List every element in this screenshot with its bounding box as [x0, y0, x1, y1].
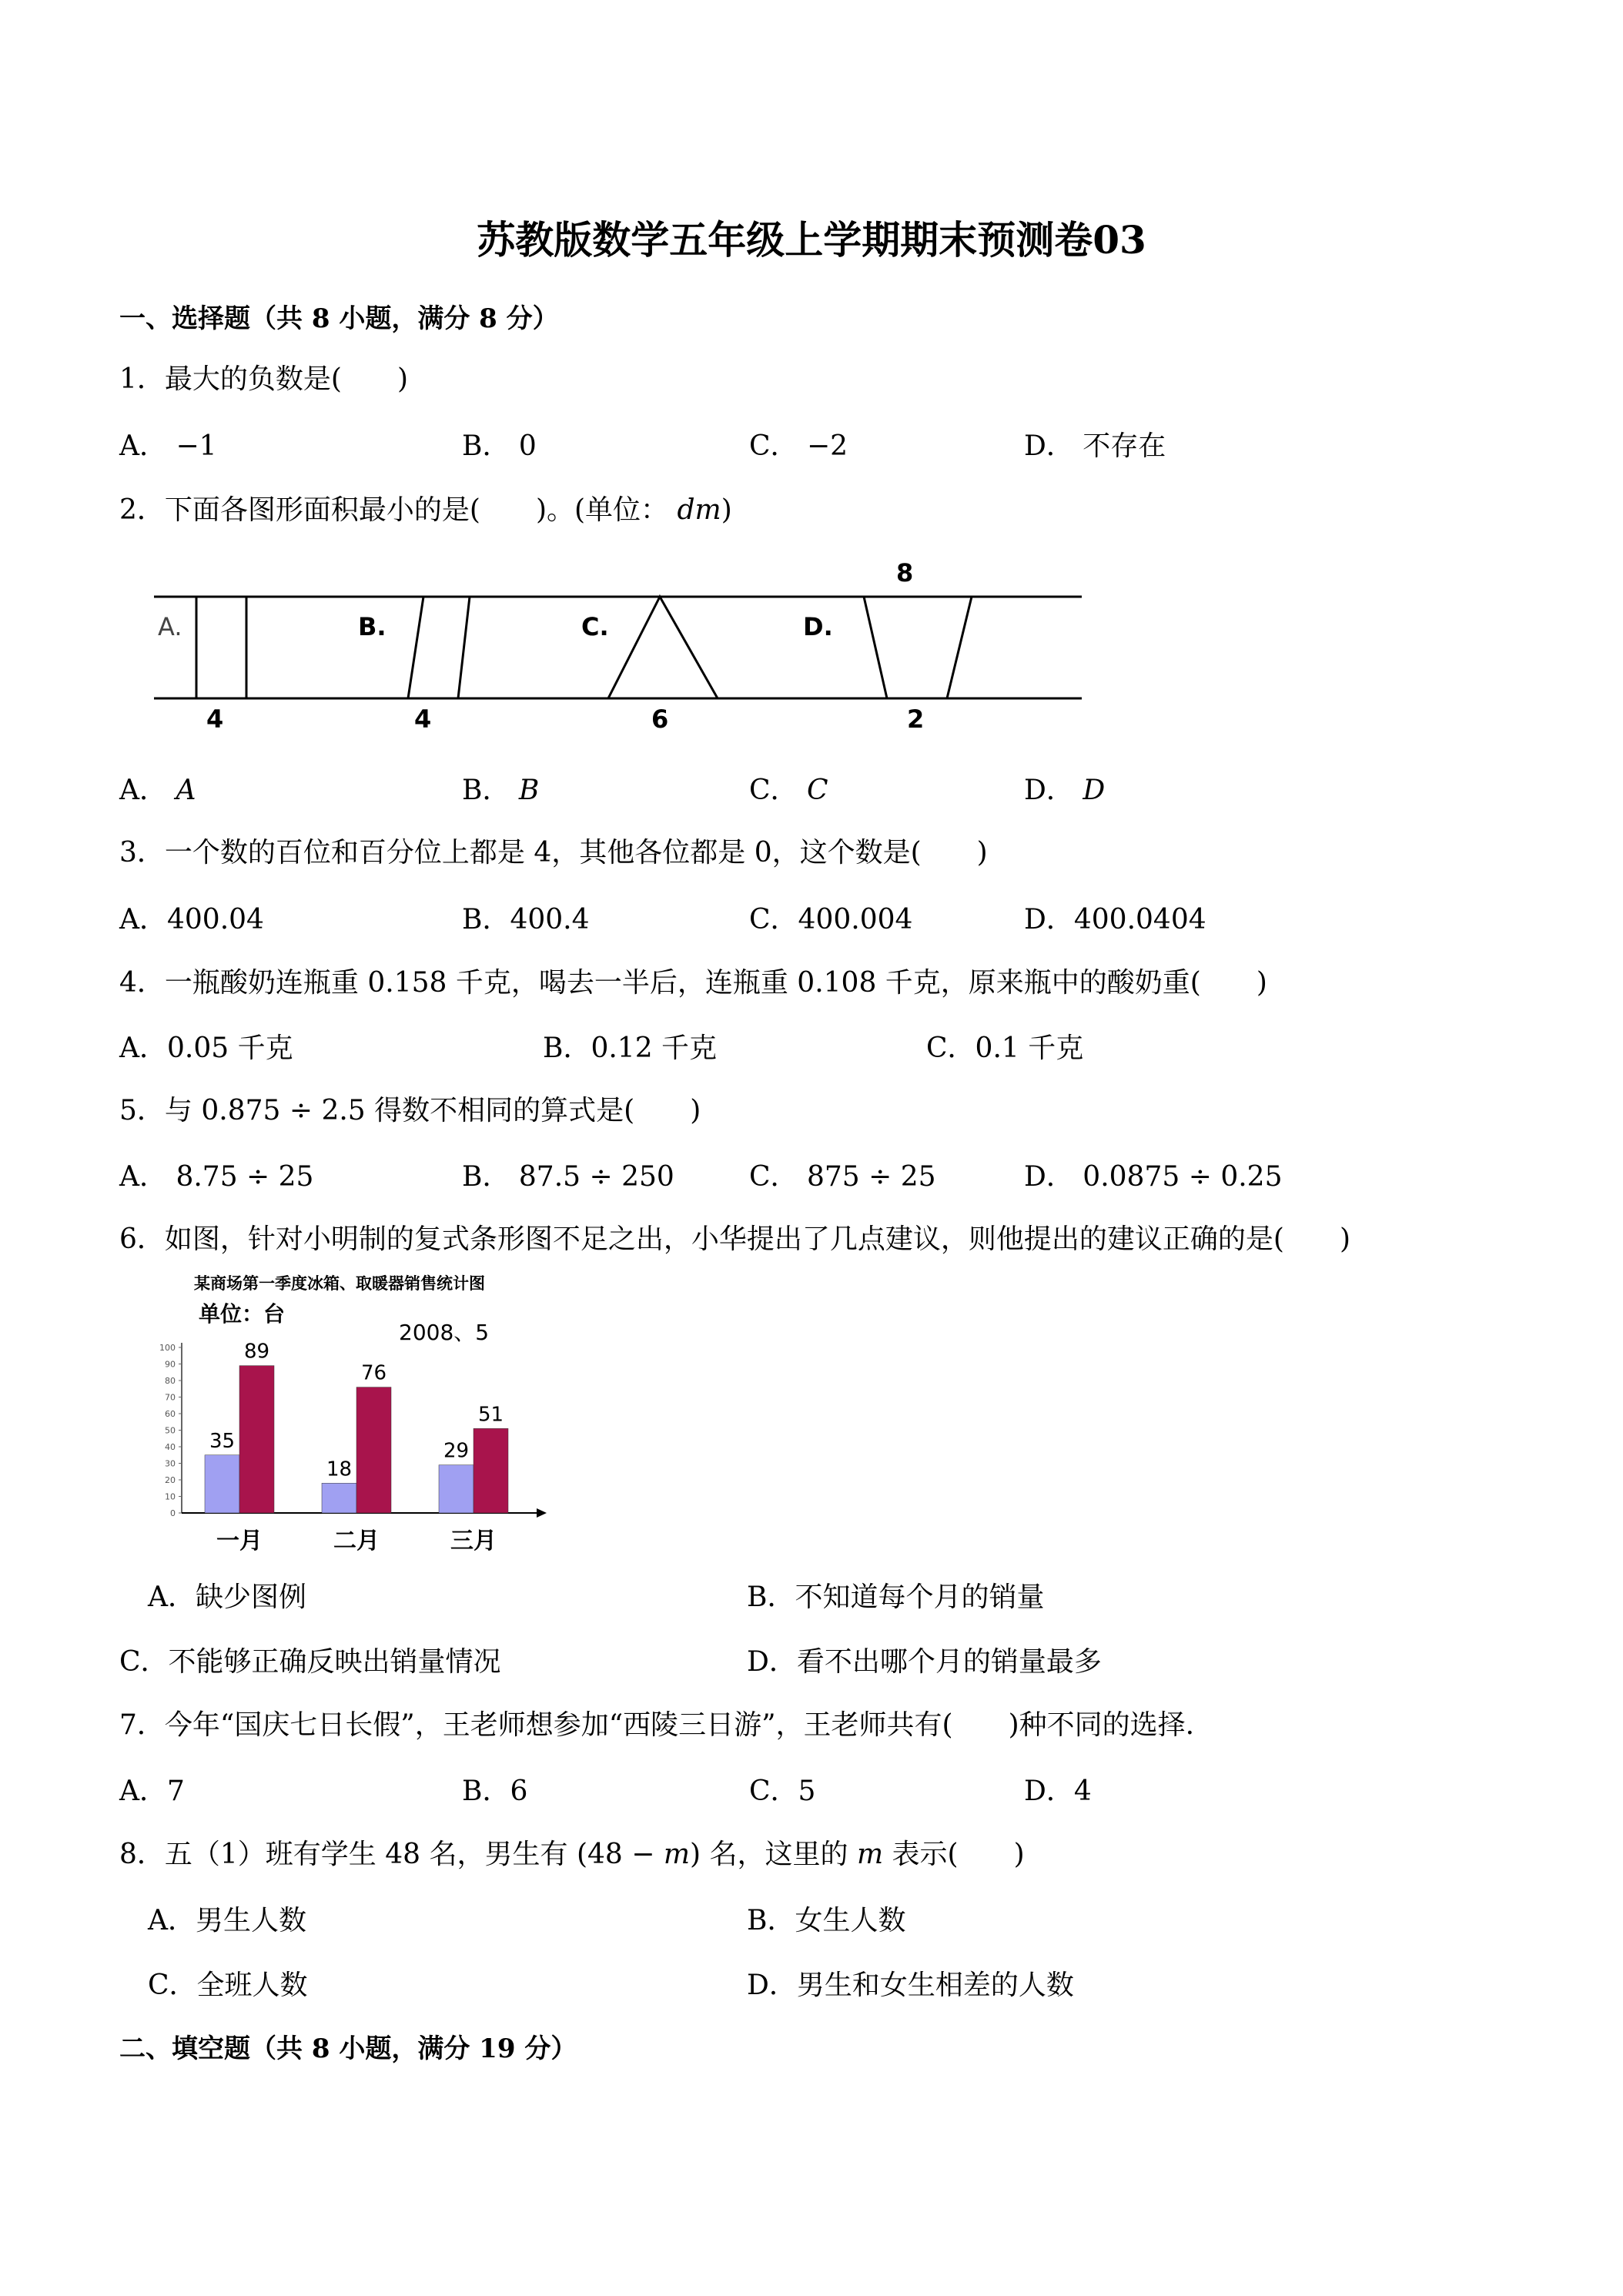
question-2-option-c: C． C — [749, 775, 828, 806]
shape-label-a: A. — [158, 612, 182, 641]
question-6-option-d: D．看不出哪个月的销量最多 — [747, 1646, 1102, 1678]
question-3-option-c: C．400.004 — [749, 904, 913, 935]
chart-title: 某商场第一季度冰箱、取暖器销售统计图 — [194, 1274, 485, 1293]
question-3-option-d: D．400.0404 — [1024, 904, 1206, 935]
question-1-option-a: A． −1 — [119, 430, 217, 462]
section-heading-choice: 一、选择题（共 8 小题，满分 8 分） — [119, 303, 559, 334]
question-7-option-a: A．7 — [119, 1776, 185, 1807]
question-5-stem: 5．与 0.875 ÷ 2.5 得数不相同的算式是( ) — [119, 1095, 701, 1126]
y-tick-label: 20 — [165, 1475, 176, 1485]
question-6-option-b: B．不知道每个月的销量 — [747, 1581, 1045, 1613]
x-category-label: 三月 — [450, 1528, 497, 1555]
question-5-option-a: A． 8.75 ÷ 25 — [119, 1161, 314, 1193]
bar-一月-1 — [239, 1366, 274, 1513]
question-3-option-a: A．400.04 — [119, 904, 264, 935]
question-7-option-c: C．5 — [749, 1776, 816, 1807]
y-tick-label: 30 — [165, 1458, 176, 1469]
question-1-stem: 1．最大的负数是( ) — [119, 363, 408, 395]
bar-value-label: 29 — [443, 1439, 470, 1463]
bar-二月-1 — [356, 1387, 391, 1513]
question-7-option-d: D．4 — [1024, 1776, 1092, 1807]
question-8-stem: 8．五（1）班有学生 48 名，男生有 (48 − m) 名，这里的 m 表示( ) — [119, 1839, 1025, 1870]
shape-c-bottom-value: 6 — [651, 705, 669, 734]
y-tick-label: 90 — [165, 1359, 176, 1370]
question-6-option-a: A．缺少图例 — [148, 1581, 306, 1613]
question-1-option-b: B． 0 — [462, 430, 537, 462]
section-heading-fill: 二、填空题（共 8 小题，满分 19 分） — [119, 2033, 577, 2064]
bar-value-label: 35 — [209, 1429, 236, 1453]
question-5-option-d: D． 0.0875 ÷ 0.25 — [1024, 1161, 1283, 1193]
question-4-option-c: C．0.1 千克 — [926, 1033, 1084, 1064]
question-4-option-b: B．0.12 千克 — [543, 1033, 718, 1064]
question-4-option-a: A．0.05 千克 — [119, 1033, 293, 1064]
question-2-option-b: B． B — [462, 775, 540, 806]
y-tick-label: 80 — [165, 1376, 176, 1386]
y-tick-label: 10 — [165, 1491, 176, 1502]
question-5-option-b: B． 87.5 ÷ 250 — [462, 1161, 674, 1193]
chart-x-labels — [216, 1528, 497, 1555]
bar-value-label: 18 — [326, 1458, 353, 1481]
question-3-option-b: B．400.4 — [462, 904, 590, 935]
bar-value-label: 89 — [243, 1340, 270, 1364]
bar-value-label: 76 — [360, 1361, 387, 1385]
question-2-option-d: D． D — [1024, 775, 1106, 806]
x-category-label: 二月 — [333, 1528, 380, 1555]
y-tick-label: 0 — [170, 1508, 176, 1518]
sales-bar-chart — [139, 1270, 570, 1563]
bar-一月-0 — [205, 1455, 239, 1513]
question-7-option-b: B．6 — [462, 1776, 528, 1807]
shape-label-c: C. — [581, 612, 609, 641]
chart-y-ticks — [159, 1343, 182, 1518]
question-7-stem: 7．今年“国庆七日长假”，王老师想参加“西陵三日游”，王老师共有( )种不同的选择. — [119, 1709, 1195, 1741]
shape-label-d: D. — [803, 612, 833, 641]
question-5-option-c: C． 875 ÷ 25 — [749, 1161, 936, 1193]
y-tick-label: 50 — [165, 1425, 176, 1436]
shape-d-top-value: 8 — [896, 558, 914, 587]
question-8-option-a: A．男生人数 — [148, 1905, 306, 1936]
question-8-option-c: C．全班人数 — [148, 1970, 308, 2001]
x-axis-arrow-icon — [537, 1508, 547, 1518]
bar-三月-0 — [439, 1465, 474, 1513]
chart-date-label: 2008、5 — [399, 1320, 490, 1345]
question-4-stem: 4．一瓶酸奶连瓶重 0.158 千克，喝去一半后，连瓶重 0.108 千克，原来瓶中的酸奶重( ) — [119, 967, 1267, 999]
question-6-stem: 6．如图，针对小明制的复式条形图不足之出，小华提出了几点建议，则他提出的建议正确的是( ) — [119, 1223, 1350, 1255]
page-title: 苏教版数学五年级上学期期末预测卷03 — [477, 217, 1146, 263]
question-8-option-d: D．男生和女生相差的人数 — [747, 1970, 1074, 2001]
question-1-option-d: D． 不存在 — [1024, 430, 1166, 462]
shape-b-bottom-value: 4 — [414, 705, 432, 734]
question-1-option-c: C． −2 — [749, 430, 848, 462]
question-3-stem: 3．一个数的百位和百分位上都是 4，其他各位都是 0，这个数是( ) — [119, 837, 988, 869]
shapes-figure — [146, 551, 1109, 751]
y-tick-label: 70 — [165, 1392, 176, 1403]
question-2-stem: 2．下面各图形面积最小的是( )。(单位： dm) — [119, 494, 732, 526]
chart-unit-label: 单位：台 — [199, 1301, 286, 1327]
question-2-option-a: A． A — [119, 775, 196, 806]
y-tick-label: 40 — [165, 1442, 176, 1452]
bar-二月-0 — [322, 1483, 356, 1513]
y-tick-label: 60 — [165, 1409, 176, 1419]
shape-a-bottom-value: 4 — [206, 705, 224, 734]
y-tick-label: 100 — [159, 1343, 176, 1353]
x-category-label: 一月 — [216, 1528, 263, 1555]
bar-value-label: 51 — [477, 1403, 504, 1427]
question-8-option-b: B．女生人数 — [747, 1905, 906, 1936]
question-6-option-c: C．不能够正确反映出销量情况 — [119, 1646, 501, 1678]
shape-label-b: B. — [358, 612, 387, 641]
bar-三月-1 — [474, 1428, 508, 1513]
shape-d-bottom-value: 2 — [907, 705, 925, 734]
chart-bars — [205, 1340, 508, 1513]
